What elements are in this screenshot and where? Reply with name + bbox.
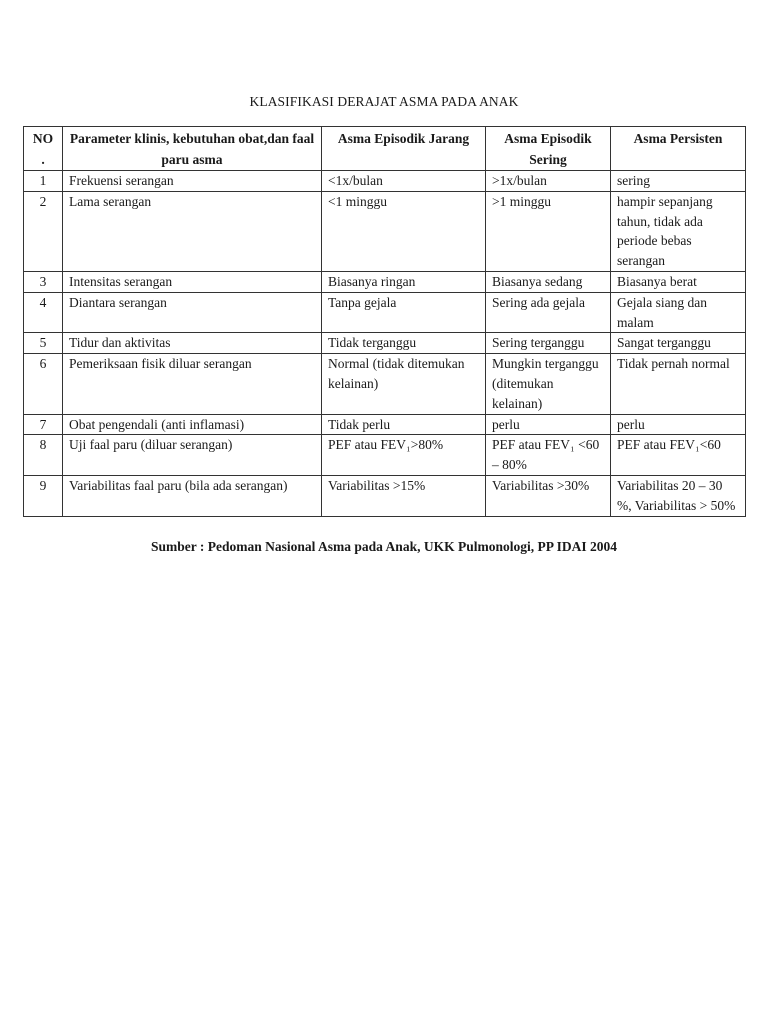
cell-parameter: Uji faal paru (diluar serangan): [63, 435, 322, 476]
table-header-row: [24, 127, 746, 171]
header-no: NO .: [24, 127, 63, 171]
cell-parameter: Tidur dan aktivitas: [63, 333, 322, 354]
cell-persisten: Variabilitas 20 – 30 %, Variabilitas > 50%: [611, 475, 746, 516]
classification-table: [23, 126, 746, 517]
cell-episodik-sering: PEF atau FEV₁ <60 – 80%: [486, 435, 611, 476]
cell-persisten: PEF atau FEV₁<60: [611, 435, 746, 476]
table-row: [24, 333, 746, 354]
cell-episodik-sering: perlu: [486, 414, 611, 435]
cell-episodik-sering: Mungkin terganggu (ditemukan kelainan): [486, 354, 611, 414]
cell-no: 5: [24, 333, 63, 354]
cell-no: 8: [24, 435, 63, 476]
cell-episodik-sering: Variabilitas >30%: [486, 475, 611, 516]
cell-parameter: Pemeriksaan fisik diluar serangan: [63, 354, 322, 414]
cell-no: 9: [24, 475, 63, 516]
cell-parameter: Obat pengendali (anti inflamasi): [63, 414, 322, 435]
cell-episodik-sering: >1x/bulan: [486, 171, 611, 192]
cell-persisten: Gejala siang dan malam: [611, 292, 746, 333]
cell-episodik-jarang: <1 minggu: [322, 191, 486, 271]
cell-persisten: Sangat terganggu: [611, 333, 746, 354]
cell-episodik-jarang: Tanpa gejala: [322, 292, 486, 333]
cell-persisten: perlu: [611, 414, 746, 435]
cell-persisten: sering: [611, 171, 746, 192]
table-row: [24, 292, 746, 333]
header-persisten: Asma Persisten: [611, 127, 746, 171]
cell-no: 4: [24, 292, 63, 333]
table-row: [24, 191, 746, 271]
cell-persisten: Tidak pernah normal: [611, 354, 746, 414]
table-row: [24, 435, 746, 476]
cell-episodik-sering: >1 minggu: [486, 191, 611, 271]
table-row: [24, 414, 746, 435]
cell-episodik-jarang: Normal (tidak ditemukan kelainan): [322, 354, 486, 414]
table-row: [24, 171, 746, 192]
table-row: [24, 475, 746, 516]
table-row: [24, 271, 746, 292]
table-row: [24, 354, 746, 414]
cell-episodik-jarang: Biasanya ringan: [322, 271, 486, 292]
cell-episodik-jarang: Variabilitas >15%: [322, 475, 486, 516]
cell-episodik-jarang: PEF atau FEV₁>80%: [322, 435, 486, 476]
cell-persisten: hampir sepanjang tahun, tidak ada periode bebas serangan: [611, 191, 746, 271]
cell-parameter: Lama serangan: [63, 191, 322, 271]
cell-parameter: Intensitas serangan: [63, 271, 322, 292]
cell-episodik-sering: Sering ada gejala: [486, 292, 611, 333]
source-citation: Sumber : Pedoman Nasional Asma pada Anak, UKK Pulmonologi, PP IDAI 2004: [151, 539, 617, 554]
cell-episodik-sering: Biasanya sedang: [486, 271, 611, 292]
cell-episodik-sering: Sering terganggu: [486, 333, 611, 354]
cell-no: 6: [24, 354, 63, 414]
cell-episodik-jarang: Tidak terganggu: [322, 333, 486, 354]
cell-persisten: Biasanya berat: [611, 271, 746, 292]
header-episodik-jarang: Asma Episodik Jarang: [322, 127, 486, 171]
header-parameter: Parameter klinis, kebutuhan obat,dan faal paru asma: [63, 127, 322, 171]
document-title: KLASIFIKASI DERAJAT ASMA PADA ANAK: [249, 94, 519, 109]
cell-episodik-jarang: Tidak perlu: [322, 414, 486, 435]
header-episodik-sering: Asma Episodik Sering: [486, 127, 611, 171]
cell-episodik-jarang: <1x/bulan: [322, 171, 486, 192]
cell-no: 1: [24, 171, 63, 192]
cell-no: 7: [24, 414, 63, 435]
cell-parameter: Variabilitas faal paru (bila ada serangan): [63, 475, 322, 516]
cell-no: 2: [24, 191, 63, 271]
cell-parameter: Diantara serangan: [63, 292, 322, 333]
cell-no: 3: [24, 271, 63, 292]
cell-parameter: Frekuensi serangan: [63, 171, 322, 192]
